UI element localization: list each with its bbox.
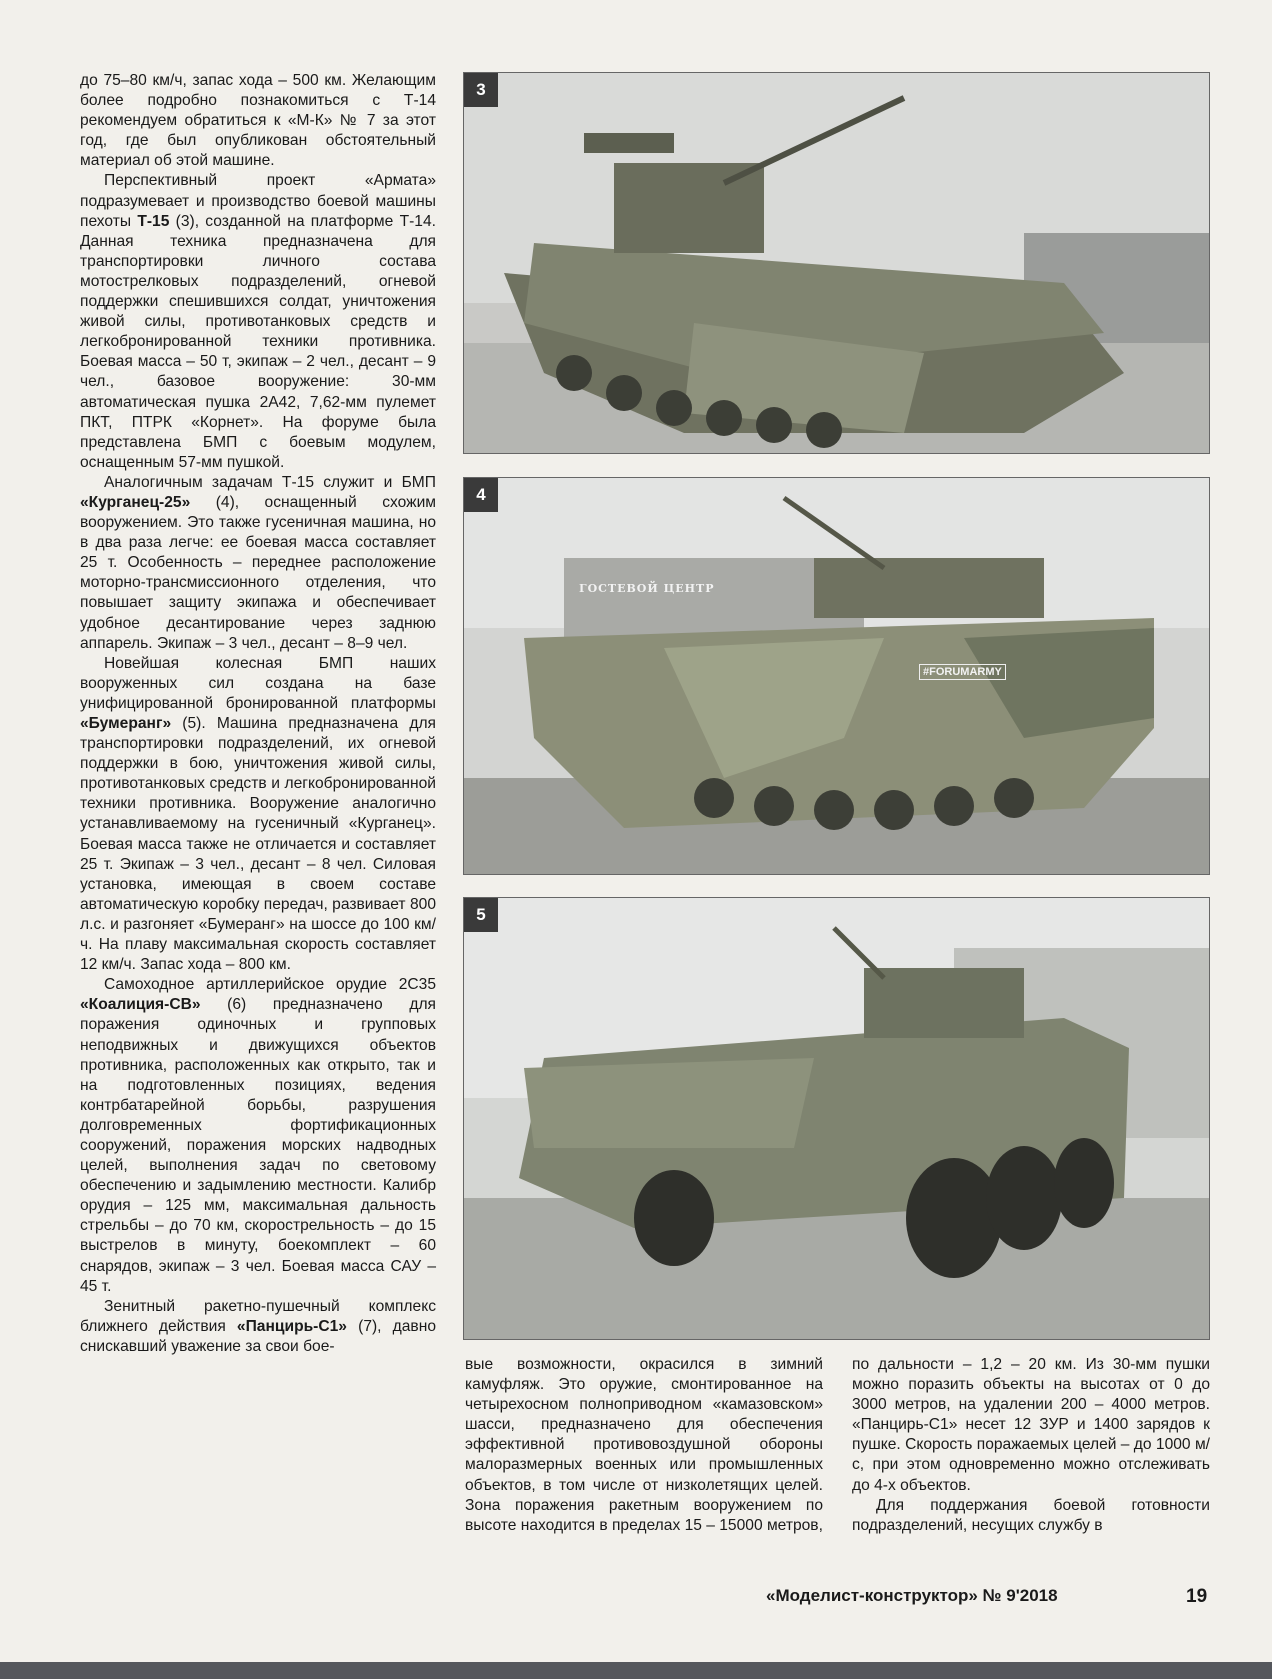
page-number: 19 [1186,1586,1208,1607]
photo-3 [463,72,1210,454]
paragraph: Перспективный проект «Армата» подразумевает и производство боевой машины пехоты Т-15 (3), созданной на платформе Т-14. Данная техника предназначена для транспортировки личного состава мотострелковых подразделений, огневой поддержки спешившихся солдат, уничтожения живой силы, противотанковых средств и легкобронированной техники противника. Боевая масса – 50 т, экипаж – 2 чел., десант – 9 чел., базовое вооружение: 30-мм автоматическая пушка 2А42, 7,62-мм пулемет ПКТ, ПТРК «Корнет». На форуме была представлена БМП с боевым модулем, оснащенным 57-мм пушкой. [80,172,436,471]
paragraph: вые возможности, окрасился в зимний камуфляж. Это оружие, смонтированное на четырехосном полноприводном «камазовском» шасси, предназначено для обеспечения эффективной противовоздушной обороны малоразмерных военных или промышленных объектов, в том числе от низколетящих целей. Зона поражения ракетным вооружением по высоте находится в пределах 15 – 15000 метров, [465,1356,823,1534]
right-text-column [852,1355,1210,1536]
paragraph: Зенитный ракетно-пушечный комплекс ближнего действия «Панцирь-С1» (7), давно снискавший уважение за свои бое- [80,1297,436,1355]
paragraph: Для поддержания боевой готовности подразделений, несущих службу в [852,1496,1210,1534]
paragraph: по дальности – 1,2 – 20 км. Из 30-мм пушки можно поразить объекты на высотах от 0 до 3000 метров, на удалении 200 – 4000 метров. «Панцирь-С1» несет 12 ЗУР и 1400 зарядов к пушке. Скорость поражаемых целей – до 1000 м/с, при этом одновременно можно отслеживать до 4-х объектов. [852,1356,1210,1494]
left-text-column [80,71,436,1357]
paragraph: Новейшая колесная БМП наших вооруженных сил создана на базе унифицированной бронированной платформы «Бумеранг» (5). Машина предназначена для транспортировки подразделений, их огневой поддержки в бою, уничтожения живой силы, противотанковых средств и легкобронированной техники противника. Вооружение аналогично устанавливаемому на гусеничный «Курганец». Боевая масса также не отличается и составляет 25 т. Экипаж – 3 чел., десант – 8 чел. Силовая установка, имеющая в своем составе автоматическую коробку передач, развивает 800 л.с. и разгоняет «Бумеранг» на шоссе до 100 км/ч. На плаву максимальная скорость составляет 12 км/ч. Запас хода – 800 км. [80,654,436,974]
paragraph: Самоходное артиллерийское орудие 2С35 «Коалиция-СВ» (6) предназначено для поражения одиночных и групповых неподвижных и движущихся объектов противника, расположенных как открыто, так и на подготовленных позициях, ведения контрбатарейной борьбы, разрушения долговременных фортификационных сооружений, поражения морских надводных целей, выполнения задач по световому обеспечению и задымлению местности. Калибр орудия – 125 мм, максимальная дальность стрельбы – до 70 км, скорострельность – до 15 выстрелов в минуту, боекомплект – 60 снарядов, экипаж – 3 чел. Боевая масса САУ – 45 т. [80,976,436,1295]
middle-text-column [465,1355,823,1536]
scan-edge [0,1662,1272,1679]
photo-5 [463,897,1210,1340]
paragraph: до 75–80 км/ч, запас хода – 500 км. Желающим более подробно познакомиться с Т-14 рекомендуем обратиться к «М-К» № 7 за этот год, где был опубликован обстоятельный материал об этой машине. [80,72,436,170]
forumarmy-logo: #FORUMARMY [919,664,1006,680]
photo-number: 3 [464,73,498,107]
photo-number: 4 [464,478,498,512]
paragraph: Аналогичным задачам Т-15 служит и БМП «Курганец-25» (4), оснащенный схожим вооружением. Это также гусеничная машина, но в два раза легче: ее боевая масса составляет 25 т. Особенность – переднее расположение моторно-трансмиссионного отделения, что повышает защиту экипажа и обеспечивает удобное десантирование через заднюю аппарель. Экипаж – 3 чел., десант – 8–9 чел. [80,473,436,652]
sign-guest-center: ГОСТЕВОЙ ЦЕНТР [579,582,715,595]
photo-number: 5 [464,898,498,932]
magazine-title: «Моделист-конструктор» № 9'2018 [766,1586,1058,1605]
photo-4 [463,477,1210,875]
